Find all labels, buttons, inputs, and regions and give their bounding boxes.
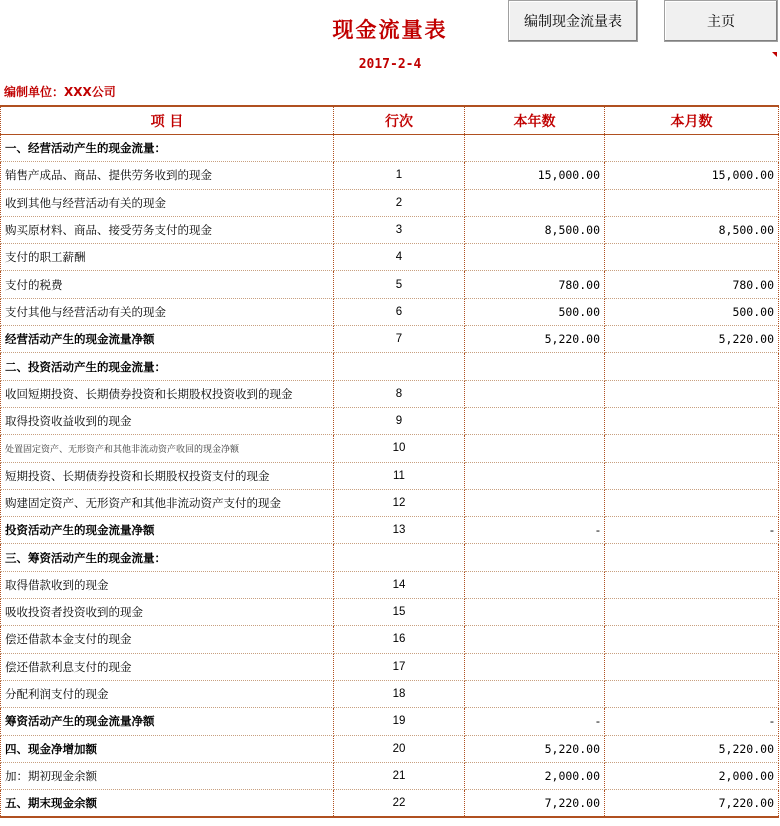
report-date: 2017-2-4 bbox=[358, 57, 422, 72]
cell-line-number[interactable]: 21 bbox=[334, 762, 465, 789]
cell-item[interactable]: 取得投资收益收到的现金 bbox=[1, 407, 334, 434]
cell-line-number[interactable] bbox=[334, 544, 465, 571]
cell-line-number[interactable] bbox=[334, 135, 465, 162]
table-row bbox=[1, 735, 779, 762]
cell-line-number[interactable]: 17 bbox=[334, 653, 465, 680]
cell-item[interactable]: 筹资活动产生的现金流量净额 bbox=[1, 708, 334, 735]
cell-line-number[interactable]: 5 bbox=[334, 271, 465, 298]
cell-month-amount[interactable] bbox=[605, 653, 779, 680]
cell-item[interactable]: 销售产成品、商品、提供劳务收到的现金 bbox=[1, 162, 334, 189]
table-row bbox=[1, 626, 779, 653]
cell-year-amount[interactable]: 2,000.00 bbox=[465, 762, 605, 789]
table-row bbox=[1, 680, 779, 707]
cell-line-number[interactable]: 3 bbox=[334, 216, 465, 243]
cell-line-number[interactable]: 1 bbox=[334, 162, 465, 189]
cell-year-amount[interactable] bbox=[465, 680, 605, 707]
table-row bbox=[1, 244, 779, 271]
table-row bbox=[1, 407, 779, 434]
cell-year-amount[interactable] bbox=[465, 544, 605, 571]
table-body bbox=[1, 135, 779, 818]
table-row bbox=[1, 135, 779, 162]
cell-month-amount[interactable] bbox=[605, 407, 779, 434]
cell-item[interactable]: 短期投资、长期债券投资和长期股权投资支付的现金 bbox=[1, 462, 334, 489]
cell-item[interactable]: 支付的税费 bbox=[1, 271, 334, 298]
cell-month-amount[interactable] bbox=[605, 599, 779, 626]
report-title: 现金流量表 bbox=[332, 18, 448, 42]
cell-year-amount[interactable]: 780.00 bbox=[465, 271, 605, 298]
cell-item[interactable]: 经营活动产生的现金流量净额 bbox=[1, 326, 334, 353]
comment-indicator-icon bbox=[772, 52, 777, 57]
cell-item[interactable]: 支付其他与经营活动有关的现金 bbox=[1, 298, 334, 325]
cell-line-number[interactable]: 13 bbox=[334, 517, 465, 544]
cell-month-amount[interactable] bbox=[605, 135, 779, 162]
cell-line-number[interactable]: 9 bbox=[334, 407, 465, 434]
cell-item[interactable]: 分配利润支付的现金 bbox=[1, 680, 334, 707]
cell-year-amount[interactable] bbox=[465, 435, 605, 462]
cell-line-number[interactable]: 12 bbox=[334, 489, 465, 516]
cell-month-amount[interactable] bbox=[605, 489, 779, 516]
cell-line-number[interactable]: 4 bbox=[334, 244, 465, 271]
compile-cash-flow-button[interactable]: 编制现金流量表 bbox=[508, 0, 638, 42]
cell-month-amount[interactable] bbox=[605, 435, 779, 462]
cell-month-amount[interactable] bbox=[605, 544, 779, 571]
cell-item[interactable]: 处置固定资产、无形资产和其他非流动资产收回的现金净额 bbox=[1, 435, 334, 462]
cell-year-amount[interactable] bbox=[465, 489, 605, 516]
cell-line-number[interactable]: 22 bbox=[334, 790, 465, 818]
table-row bbox=[1, 571, 779, 598]
table-row bbox=[1, 599, 779, 626]
column-header-month[interactable]: 本月数 bbox=[605, 106, 779, 135]
cell-item[interactable]: 投资活动产生的现金流量净额 bbox=[1, 517, 334, 544]
cell-item[interactable]: 购买原材料、商品、接受劳务支付的现金 bbox=[1, 216, 334, 243]
cell-line-number[interactable]: 10 bbox=[334, 435, 465, 462]
cell-line-number[interactable] bbox=[334, 353, 465, 380]
cell-month-amount[interactable]: 15,000.00 bbox=[605, 162, 779, 189]
table-row bbox=[1, 517, 779, 544]
cell-line-number[interactable]: 19 bbox=[334, 708, 465, 735]
table-row bbox=[1, 353, 779, 380]
cell-year-amount[interactable]: 5,220.00 bbox=[465, 326, 605, 353]
cell-year-amount[interactable] bbox=[465, 353, 605, 380]
cell-line-number[interactable]: 20 bbox=[334, 735, 465, 762]
cell-item[interactable]: 加：期初现金余额 bbox=[1, 762, 334, 789]
cell-line-number[interactable]: 16 bbox=[334, 626, 465, 653]
table-row bbox=[1, 298, 779, 325]
cell-year-amount[interactable] bbox=[465, 653, 605, 680]
table-row bbox=[1, 216, 779, 243]
cell-item[interactable]: 五、期末现金余额 bbox=[1, 790, 334, 818]
cell-year-amount[interactable] bbox=[465, 462, 605, 489]
cell-item[interactable]: 四、现金净增加额 bbox=[1, 735, 334, 762]
cell-month-amount[interactable]: - bbox=[605, 517, 779, 544]
cell-item[interactable]: 收回短期投资、长期债券投资和长期股权投资收到的现金 bbox=[1, 380, 334, 407]
cell-year-amount[interactable]: 15,000.00 bbox=[465, 162, 605, 189]
table-row bbox=[1, 326, 779, 353]
cell-year-amount[interactable] bbox=[465, 244, 605, 271]
table-row bbox=[1, 544, 779, 571]
home-button[interactable]: 主页 bbox=[664, 0, 778, 42]
cell-year-amount[interactable]: 5,220.00 bbox=[465, 735, 605, 762]
table-row bbox=[1, 380, 779, 407]
cell-line-number[interactable]: 7 bbox=[334, 326, 465, 353]
cell-line-number[interactable]: 11 bbox=[334, 462, 465, 489]
table-row bbox=[1, 189, 779, 216]
table-row bbox=[1, 271, 779, 298]
cell-month-amount[interactable]: 500.00 bbox=[605, 298, 779, 325]
table-row bbox=[1, 435, 779, 462]
cell-month-amount[interactable]: 780.00 bbox=[605, 271, 779, 298]
cash-flow-table bbox=[0, 105, 779, 818]
cell-month-amount[interactable] bbox=[605, 353, 779, 380]
cell-year-amount[interactable]: 8,500.00 bbox=[465, 216, 605, 243]
table-row bbox=[1, 653, 779, 680]
cell-year-amount[interactable]: 7,220.00 bbox=[465, 790, 605, 818]
cell-year-amount[interactable] bbox=[465, 571, 605, 598]
cell-line-number[interactable]: 15 bbox=[334, 599, 465, 626]
cell-line-number[interactable]: 14 bbox=[334, 571, 465, 598]
table-header-row bbox=[1, 106, 779, 135]
cell-year-amount[interactable] bbox=[465, 599, 605, 626]
cell-year-amount[interactable]: - bbox=[465, 708, 605, 735]
cell-month-amount[interactable] bbox=[605, 680, 779, 707]
cell-month-amount[interactable]: 8,500.00 bbox=[605, 216, 779, 243]
cell-year-amount[interactable]: - bbox=[465, 517, 605, 544]
column-header-year[interactable]: 本年数 bbox=[465, 106, 605, 135]
cell-year-amount[interactable] bbox=[465, 135, 605, 162]
cell-item[interactable]: 吸收投资者投资收到的现金 bbox=[1, 599, 334, 626]
cell-item[interactable]: 取得借款收到的现金 bbox=[1, 571, 334, 598]
cell-item[interactable]: 支付的职工薪酬 bbox=[1, 244, 334, 271]
cell-line-number[interactable]: 2 bbox=[334, 189, 465, 216]
table-row bbox=[1, 489, 779, 516]
cell-month-amount[interactable] bbox=[605, 380, 779, 407]
cell-line-number[interactable]: 8 bbox=[334, 380, 465, 407]
cell-item[interactable]: 收到其他与经营活动有关的现金 bbox=[1, 189, 334, 216]
table-row bbox=[1, 162, 779, 189]
cell-year-amount[interactable] bbox=[465, 380, 605, 407]
cell-year-amount[interactable] bbox=[465, 189, 605, 216]
cell-month-amount[interactable]: 5,220.00 bbox=[605, 735, 779, 762]
cell-item[interactable]: 购建固定资产、无形资产和其他非流动资产支付的现金 bbox=[1, 489, 334, 516]
column-header-line[interactable]: 行次 bbox=[334, 106, 465, 135]
cell-month-amount[interactable] bbox=[605, 462, 779, 489]
cell-item[interactable]: 一、经营活动产生的现金流量： bbox=[1, 135, 334, 162]
cell-month-amount[interactable]: - bbox=[605, 708, 779, 735]
table-row bbox=[1, 790, 779, 818]
cell-item[interactable]: 三、筹资活动产生的现金流量： bbox=[1, 544, 334, 571]
cell-month-amount[interactable] bbox=[605, 189, 779, 216]
table-row bbox=[1, 708, 779, 735]
cell-month-amount[interactable] bbox=[605, 244, 779, 271]
reporting-unit-label: 编制单位：XXX公司 bbox=[4, 85, 116, 99]
cell-year-amount[interactable]: 500.00 bbox=[465, 298, 605, 325]
cell-month-amount[interactable]: 5,220.00 bbox=[605, 326, 779, 353]
cell-item[interactable]: 偿还借款利息支付的现金 bbox=[1, 653, 334, 680]
cell-month-amount[interactable]: 7,220.00 bbox=[605, 790, 779, 818]
cell-line-number[interactable]: 18 bbox=[334, 680, 465, 707]
cell-month-amount[interactable]: 2,000.00 bbox=[605, 762, 779, 789]
column-header-item[interactable]: 项 目 bbox=[1, 106, 334, 135]
cell-month-amount[interactable] bbox=[605, 571, 779, 598]
cell-month-amount[interactable] bbox=[605, 626, 779, 653]
cell-year-amount[interactable] bbox=[465, 626, 605, 653]
cell-item[interactable]: 偿还借款本金支付的现金 bbox=[1, 626, 334, 653]
table-row bbox=[1, 462, 779, 489]
cell-item[interactable]: 二、投资活动产生的现金流量： bbox=[1, 353, 334, 380]
cell-line-number[interactable]: 6 bbox=[334, 298, 465, 325]
cell-year-amount[interactable] bbox=[465, 407, 605, 434]
table-row bbox=[1, 762, 779, 789]
